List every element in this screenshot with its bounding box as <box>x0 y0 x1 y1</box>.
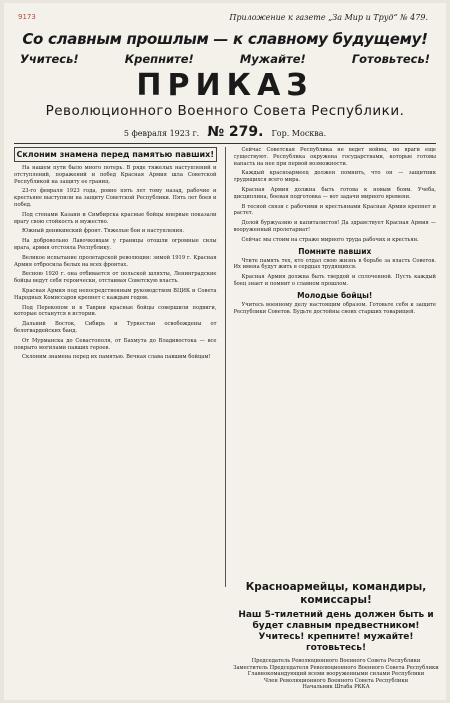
subheading: Молодые бойцы! <box>297 290 373 300</box>
paragraph: В тесной связи с рабочими и крестьянами Красная Армия крепнет и растет. <box>233 203 436 217</box>
signatory: Главнокомандующий всеми вооруженными силами Республики <box>247 671 425 677</box>
main-slogan: Со славным прошлым — к славному будущему! <box>22 30 428 48</box>
paragraph: От Мурманска до Севастополя, от Бахмута до Владивостока — все покрыто могилами павших героев. <box>14 337 217 351</box>
left-column <box>14 147 217 587</box>
signatory: Заместитель Председателя Революционного Военного Совета Республики <box>233 664 439 671</box>
signatory: Начальник Штаба РККА <box>302 684 370 690</box>
section-heading: Склоним знамена перед памятью павших! <box>14 147 217 162</box>
handwritten-note: 9173 <box>18 13 36 21</box>
closing-appeal: Красноармейцы, командиры, комиссары! <box>245 581 427 606</box>
order-date: 5 февраля 1923 г. <box>123 129 200 138</box>
subheading: Помните павших <box>298 246 372 256</box>
paragraph: Под Перекопом и в Таврии красные бойцы совершили подвиги, которые останутся в истории. <box>14 304 217 318</box>
divider <box>14 143 436 144</box>
supplement-line: Приложение к газете „За Мир и Труд“ № 479. <box>229 13 428 22</box>
paragraph: Сейчас мы стоим на страже мирного труда рабочих и крестьян. <box>241 236 419 243</box>
paragraph: Учитесь военному делу настоящим образом. Готовьте себя к защите Республики Советов. Будьте достойны своих старших товарищей. <box>233 301 436 315</box>
closing-slogan: Наш 5-тилетний день должен быть и будет славным предвестником! Учитесь! крепните! мужайте! готовьтесь! <box>238 610 434 653</box>
paragraph: Долой буржуазию и капиталистов! Да здравствует Красная Армия — вооруженный пролетариат! <box>233 220 436 233</box>
order-number: № 279. <box>207 124 264 140</box>
paragraph: Красная Армия под непосредственным руководством ВЦИК и Совета Народных Комиссаров крепнет с каждым годом. <box>14 287 217 301</box>
slogan-call: Крепните! <box>124 52 194 66</box>
paragraph: Под стенами Казани и Симбирска красные бойцы впервые показали врагу свою стойкость и мужество. <box>14 211 217 225</box>
column-divider <box>225 147 226 587</box>
paragraph: Дальний Восток, Сибирь и Туркестан освобождены от белогвардейских банд. <box>14 321 217 334</box>
paragraph: Весною 1920 г. она отбивается от польской шляхты, Ленинградские бойцы ведут себя героически, отстаивая Советскую власть. <box>14 271 217 285</box>
slogan-calls <box>20 52 430 66</box>
document-title: ПРИКАЗ <box>136 68 314 103</box>
paragraph: На добровольно Лавочковцам у границы отошли огромные силы врага, армия отстояла Республику. <box>14 238 217 251</box>
signatories <box>232 658 440 691</box>
slogan-call: Готовьтесь! <box>351 52 430 66</box>
paragraph: Склоним знамена перед их памятью. Вечная слава павшим бойцам! <box>22 354 211 361</box>
paragraph: Красная Армия должна быть твердой и сплоченной. Пусть каждый боец знает и помнит о славном прошлом. <box>233 274 436 287</box>
paragraph: Каждый красноармеец должен помнить, что он — защитник трудящихся всего мира. <box>233 170 436 184</box>
paragraph: Красная Армия должна быть готова к новым боям. Учеба, дисциплина, боевая подготовка — вот задачи мирного времени. <box>233 186 436 200</box>
closing-block <box>232 581 440 691</box>
document-subtitle: Революционного Военного Совета Республики. <box>45 103 405 119</box>
order-place: Гор. Москва. <box>271 129 327 138</box>
dateline <box>14 124 436 140</box>
right-column <box>234 147 437 587</box>
order-sheet <box>4 3 446 700</box>
slogan-call: Учитесь! <box>20 52 79 66</box>
paragraph: На нашем пути было много потерь. В ряде тяжелых наступлений и отступлений, поражений и побед Красная Армия шла Советской Республикой на защиту ее границ. <box>14 165 217 185</box>
paragraph: Чтите память тех, кто отдал свою жизнь в борьбе за власть Советов. Их имена будут жить в сердцах трудящихся. <box>233 257 436 271</box>
paragraph: Великое испытание пролетарской революции: зимой 1919 г. Красная Армия отбросила белых на всех фронтах. <box>14 254 217 268</box>
slogan-call: Мужайте! <box>239 52 306 66</box>
paragraph: Южный деникинский фронт. Тяжелые бои и наступления. <box>22 228 185 235</box>
body-columns <box>14 147 436 587</box>
signatory: Председатель Революционного Военного Совета Республики <box>251 658 421 664</box>
paragraph: Сейчас Советская Республика не ведет войны, но враги еще существуют. Республика окружена государствами, которые готовы напасть на нее при первой возможности. <box>233 147 436 167</box>
paragraph: 23-го февраля 1923 года, ровно пять лет тому назад, рабочие и крестьяне выступили на защиту Советской Республики. Пять лет боев и побед. <box>14 188 217 208</box>
signatory: Член Революционного Военного Совета Республики <box>263 677 409 684</box>
